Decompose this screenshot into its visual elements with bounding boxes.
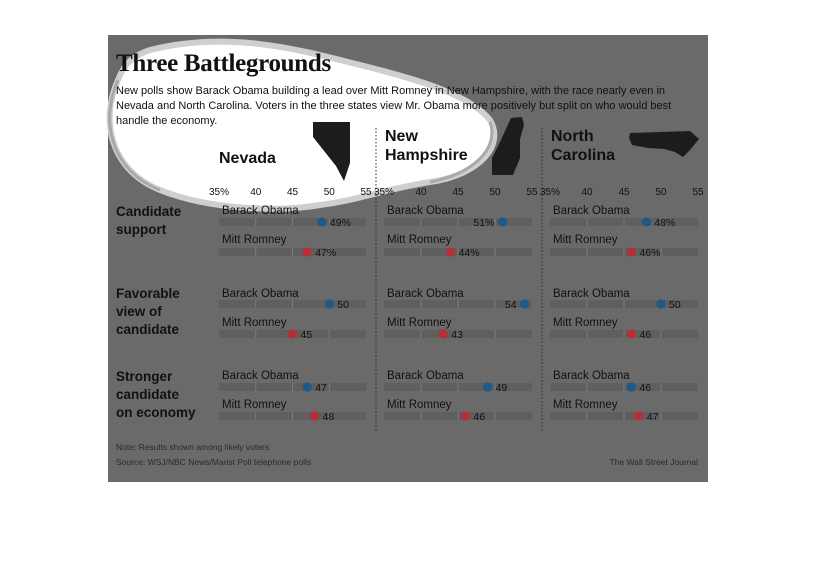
data-label: 50 — [669, 299, 681, 311]
data-label: 49 — [495, 382, 508, 394]
candidate-name: Barack Obama — [553, 370, 630, 382]
romney-dot — [446, 247, 455, 256]
romney-dot — [310, 411, 319, 420]
data-label: 43 — [451, 329, 463, 341]
candidate-name: Mitt Romney — [387, 399, 452, 411]
romney-dot — [303, 247, 312, 256]
state-name-line: North — [551, 128, 594, 145]
candidate-name: Mitt Romney — [387, 234, 452, 246]
north-carolina-shape-icon — [629, 131, 699, 157]
data-label: 44% — [458, 247, 480, 259]
source-line: Source: WSJ/NBC News/Marist Poll telephone polls — [116, 457, 312, 467]
obama-dot — [627, 382, 636, 391]
data-label: 46 — [639, 329, 652, 341]
data-label: 47% — [315, 247, 337, 259]
state-name: Nevada — [219, 150, 276, 167]
obama-dot — [642, 217, 651, 226]
candidate-name: Barack Obama — [222, 370, 299, 382]
question-label: candidate — [116, 387, 180, 402]
candidate-name: Barack Obama — [387, 205, 464, 217]
obama-dot — [520, 299, 529, 308]
chart-title: Three Battlegrounds — [116, 50, 331, 77]
obama-dot — [656, 299, 665, 308]
candidate-name: Mitt Romney — [553, 234, 618, 246]
data-label: 47 — [315, 382, 327, 394]
romney-dot — [439, 329, 448, 338]
publisher-credit: The Wall Street Journal — [609, 457, 698, 467]
question-label: support — [116, 222, 167, 237]
data-label: 49% — [329, 217, 351, 229]
state-name-line: Hampshire — [385, 147, 468, 164]
x-tick-label: 50 — [323, 187, 335, 198]
x-tick-label: 35% — [539, 187, 561, 198]
data-label: 45 — [300, 329, 313, 341]
candidate-name: Barack Obama — [222, 288, 299, 300]
data-label: 46% — [639, 247, 661, 259]
data-label: 50 — [337, 299, 349, 311]
candidate-name: Barack Obama — [387, 288, 464, 300]
x-tick-label: 45 — [286, 187, 299, 198]
obama-dot — [317, 217, 326, 226]
data-label: 48 — [322, 411, 335, 423]
romney-dot — [627, 247, 636, 256]
data-label: 46 — [639, 382, 652, 394]
footnote: Note: Results shown among likely voters — [116, 442, 270, 452]
data-label: 51% — [473, 217, 495, 229]
x-tick-label: 40 — [415, 187, 427, 198]
candidate-name: Mitt Romney — [553, 399, 618, 411]
candidate-name: Mitt Romney — [222, 317, 287, 329]
question-label: candidate — [116, 322, 180, 337]
candidate-name: Mitt Romney — [222, 234, 287, 246]
x-tick-label: 35% — [208, 187, 230, 198]
x-tick-label: 40 — [250, 187, 262, 198]
candidate-name: Barack Obama — [553, 205, 630, 217]
nevada-shape-icon — [313, 122, 350, 181]
x-tick-label: 55 — [526, 187, 538, 198]
x-tick-label: 45 — [618, 187, 630, 198]
candidate-name: Mitt Romney — [387, 317, 452, 329]
question-label: Candidate — [116, 204, 182, 219]
candidate-name: Mitt Romney — [222, 399, 287, 411]
candidate-name: Barack Obama — [387, 370, 464, 382]
romney-dot — [634, 411, 643, 420]
candidate-name: Barack Obama — [222, 205, 299, 217]
obama-dot — [498, 217, 507, 226]
chart-description: New polls show Barack Obama building a lead over Mitt Romney in New Hampshire, with the race nearly even in Nevada and North Carolina. Voters in the three states view Mr. Obama more positively but split on who would best handle the economy. — [116, 85, 672, 127]
question-label: view of — [116, 304, 162, 319]
data-label: 54 — [504, 299, 517, 311]
romney-dot — [627, 329, 636, 338]
obama-dot — [303, 382, 312, 391]
data-label: 47 — [646, 411, 659, 423]
x-tick-label: 35% — [373, 187, 395, 198]
state-name-line: New — [385, 128, 418, 145]
x-tick-label: 55 — [692, 187, 704, 198]
x-tick-label: 45 — [452, 187, 464, 198]
x-tick-label: 50 — [655, 187, 667, 198]
obama-dot — [325, 299, 334, 308]
question-label: on economy — [116, 405, 196, 420]
x-tick-label: 50 — [489, 187, 501, 198]
romney-dot — [288, 329, 297, 338]
data-label: 48% — [654, 217, 676, 229]
x-tick-label: 40 — [581, 187, 593, 198]
state-name-line: Carolina — [551, 147, 616, 164]
new-hampshire-shape-icon — [492, 117, 524, 175]
obama-dot — [483, 382, 492, 391]
data-label: 46 — [473, 411, 486, 423]
question-label: Favorable — [116, 286, 180, 301]
x-tick-label: 55 — [360, 187, 372, 198]
candidate-name: Mitt Romney — [553, 317, 618, 329]
candidate-name: Barack Obama — [553, 288, 630, 300]
question-label: Stronger — [116, 369, 173, 384]
romney-dot — [461, 411, 470, 420]
